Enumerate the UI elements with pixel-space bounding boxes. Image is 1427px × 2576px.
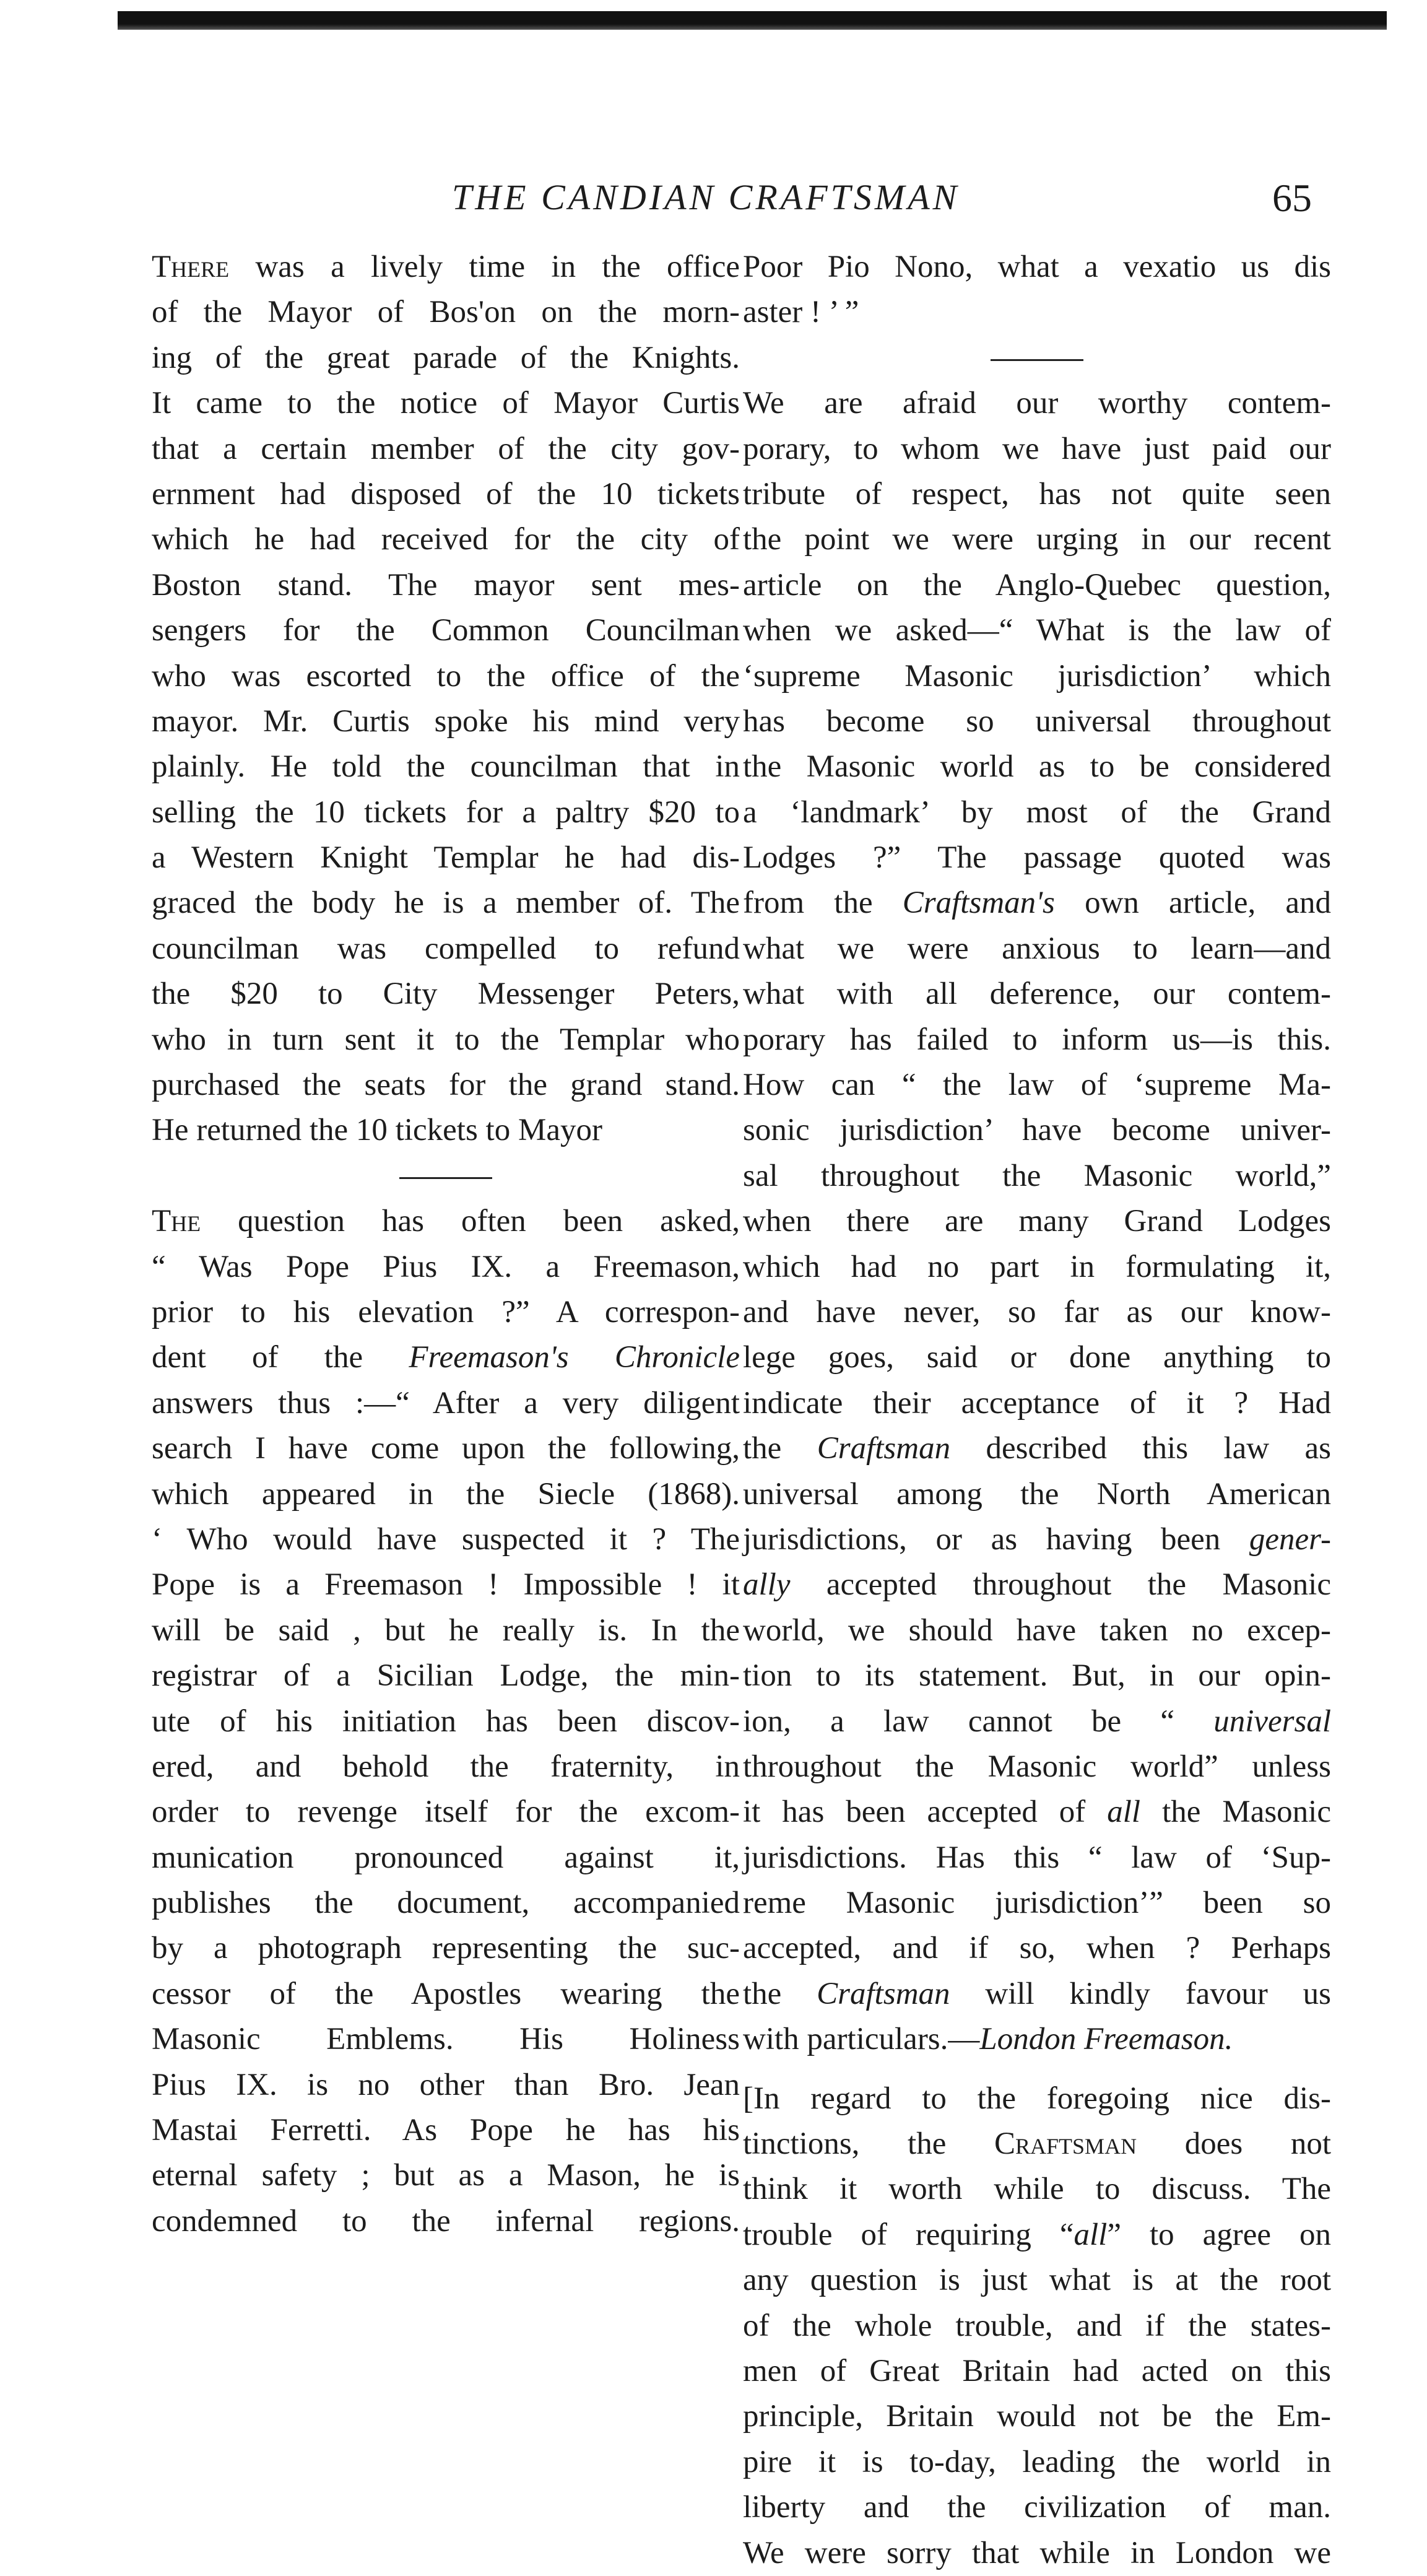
paragraph-line: the Masonic world as to be considered — [743, 749, 1331, 785]
paragraph-line: sal throughout the Masonic world,” — [743, 1158, 1331, 1193]
paragraph-line: How can “ the law of ‘supreme Ma- — [743, 1068, 1331, 1103]
paragraph-line: jurisdictions. Has this “ law of ‘Sup- — [743, 1840, 1331, 1875]
paragraph-line: which had no part in formulating it, — [743, 1249, 1331, 1284]
paragraph-line: the $20 to City Messenger Peters, — [152, 977, 740, 1012]
paragraph-line: prior to his elevation ?” A correspon- — [152, 1294, 740, 1329]
paragraph-line: ally accepted throughout the Masonic — [743, 1567, 1331, 1603]
paragraph-line: The question has often been asked, — [152, 1204, 740, 1239]
paragraph-line: mayor. Mr. Curtis spoke his mind very — [152, 703, 740, 739]
paragraph-line: publishes the document, accompanied — [152, 1886, 740, 1921]
paragraph-line: pire it is to-day, leading the world in — [743, 2444, 1331, 2479]
paragraph-line: Pius IX. is no other than Bro. Jean — [152, 2067, 740, 2102]
paragraph-line: sonic jurisdiction’ have become univer- — [743, 1113, 1331, 1148]
paragraph-line: the Craftsman will kindly favour us — [743, 1976, 1331, 2011]
paragraph-line: think it worth while to discuss. The — [743, 2172, 1331, 2207]
paragraph-line: the Craftsman described this law as — [743, 1431, 1332, 1466]
paragraph-line: which appeared in the Siecle (1868). — [152, 1476, 740, 1512]
paragraph-line: dent of the Freemason's Chronicle — [152, 1340, 740, 1375]
paragraph-line: liberty and the civilization of man. — [743, 2490, 1331, 2525]
paragraph-line: a ‘landmark’ by most of the Grand — [743, 794, 1331, 830]
section-divider — [152, 1154, 740, 1199]
paragraph-line: aster ! ’ ” — [743, 295, 859, 330]
paragraph-line: answers thus :—“ After a very diligent — [152, 1385, 740, 1421]
paragraph-line: accepted, and if so, when ? Perhaps — [743, 1931, 1331, 1966]
paragraph-line: There was a lively time in the office — [152, 250, 740, 284]
paragraph-line: eternal safety ; but as a Mason, he is — [152, 2158, 740, 2193]
paragraph-line: purchased the seats for the grand stand. — [152, 1068, 740, 1103]
paragraph-line: a Western Knight Templar he had dis- — [152, 840, 740, 876]
paragraph-line: tinctions, the Craftsman does not — [743, 2126, 1332, 2162]
paragraph-line: men of Great Britain had acted on this — [743, 2353, 1331, 2388]
paragraph-line: ‘supreme Masonic jurisdiction’ which — [743, 658, 1331, 694]
paragraph-line: Masonic Emblems. His Holiness — [152, 2022, 740, 2057]
paragraph-line: Lodges ?” The passage quoted was — [743, 840, 1331, 876]
paragraph-line: of the Mayor of Bos'on on the morn- — [152, 295, 740, 330]
paragraph-line: Mastai Ferretti. As Pope he has his — [152, 2113, 740, 2148]
paragraph-line: will be said , but he really is. In the — [152, 1612, 740, 1648]
paragraph-line: any question is just what is at the root — [743, 2263, 1331, 2298]
paragraph-line: It came to the notice of Mayor Curtis — [152, 386, 740, 421]
paragraph-line: munication pronounced against it, — [152, 1840, 740, 1875]
paragraph-line: indicate their acceptance of it ? Had — [743, 1385, 1331, 1421]
paragraph-line: sengers for the Common Councilman — [152, 613, 740, 648]
paragraph-line: He returned the 10 tickets to Mayor — [152, 1113, 602, 1148]
paragraph-line: tribute of respect, has not quite seen — [743, 476, 1331, 511]
paragraph-line: ered, and behold the fraternity, in — [152, 1749, 740, 1784]
paragraph-line: cessor of the Apostles wearing the — [152, 1976, 740, 2011]
paragraph-line: Poor Pio Nono, what a vexatio us dis — [743, 250, 1331, 284]
paragraph-line: plainly. He told the councilman that in — [152, 749, 740, 785]
paragraph-line: ing of the great parade of the Knights. — [152, 340, 740, 375]
paragraph-line: We are afraid our worthy contem- — [743, 386, 1331, 421]
paragraph-line: lege goes, said or done anything to — [743, 1340, 1331, 1375]
paragraph-line: who was escorted to the office of the — [152, 658, 740, 694]
paragraph-line: “ Was Pope Pius IX. a Freemason, — [152, 1249, 740, 1284]
paragraph-line: We were sorry that while in London we — [743, 2535, 1331, 2570]
paragraph-line: the point we were urging in our recent — [743, 522, 1331, 557]
paragraph-line: porary, to whom we have just paid our — [743, 431, 1331, 466]
paragraph-line: graced the body he is a member of. The — [152, 886, 740, 921]
right-column — [743, 245, 1331, 2576]
paragraph-line: jurisdictions, or as having been gener- — [743, 1521, 1331, 1557]
paragraph-line: Pope is a Freemason ! Impossible ! it — [152, 1567, 740, 1603]
paragraph-line: trouble of requiring “all” to agree on — [743, 2217, 1331, 2252]
paragraph-line: councilman was compelled to refund — [152, 931, 740, 966]
paragraph-line: ‘ Who would have suspected it ? The — [152, 1521, 740, 1557]
paragraph-line: condemned to the infernal regions. — [152, 2203, 740, 2239]
paragraph-line: what we were anxious to learn—and — [743, 931, 1331, 966]
paragraph-line: which he had received for the city of — [152, 522, 740, 557]
paragraph-line: from the Craftsman's own article, and — [743, 886, 1331, 921]
section-divider — [743, 336, 1331, 381]
paragraph-line: selling the 10 tickets for a paltry $20 to — [152, 794, 740, 830]
paragraph-line: [In regard to the foregoing nice dis- — [743, 2081, 1331, 2116]
paragraph-line: porary has failed to inform us—is this. — [743, 1022, 1331, 1057]
paragraph-line: and have never, so far as our know- — [743, 1294, 1331, 1329]
paragraph-line: search I have come upon the following, — [152, 1431, 740, 1466]
paragraph-line: registrar of a Sicilian Lodge, the min- — [152, 1658, 740, 1694]
paragraph-line: by a photograph representing the suc- — [152, 1931, 740, 1966]
paragraph-line: who in turn sent it to the Templar who — [152, 1022, 740, 1057]
journal-title: THE CANDIAN CRAFTSMAN — [452, 177, 960, 217]
paragraph-line: has become so universal throughout — [743, 703, 1331, 739]
paragraph-gap — [743, 2063, 1331, 2076]
paragraph-line: that a certain member of the city gov- — [152, 431, 740, 466]
paragraph-line: what with all deference, our contem- — [743, 977, 1331, 1012]
paragraph-line: reme Masonic jurisdiction’” been so — [743, 1886, 1331, 1921]
paragraph-line: universal among the North American — [743, 1476, 1331, 1512]
paragraph-line: when there are many Grand Lodges — [743, 1204, 1331, 1239]
paragraph-line: it has been accepted of all the Masonic — [743, 1795, 1331, 1830]
running-head — [0, 176, 1427, 232]
paragraph-line: world, we should have taken no excep- — [743, 1612, 1331, 1648]
paragraph-line: ute of his initiation has been discov- — [152, 1704, 740, 1739]
paragraph-line: of the whole trouble, and if the states- — [743, 2308, 1331, 2343]
paragraph-line: Boston stand. The mayor sent mes- — [152, 567, 740, 603]
page-number: 65 — [1272, 176, 1312, 220]
paragraph-line: ion, a law cannot be “ universal — [743, 1704, 1331, 1739]
top-rule — [118, 11, 1387, 30]
paragraph-line: ernment had disposed of the 10 tickets — [152, 476, 740, 511]
paragraph-line: with particulars.—London Freemason. — [743, 2022, 1233, 2057]
paragraph-line: tion to its statement. But, in our opin- — [743, 1658, 1331, 1694]
paragraph-line: when we asked—“ What is the law of — [743, 613, 1331, 648]
paragraph-line: principle, Britain would not be the Em- — [743, 2399, 1331, 2434]
paragraph-line: article on the Anglo-Quebec question, — [743, 567, 1331, 603]
paragraph-line: order to revenge itself for the excom- — [152, 1795, 740, 1830]
left-column — [152, 245, 740, 2244]
paragraph-line: throughout the Masonic world” unless — [743, 1749, 1331, 1784]
